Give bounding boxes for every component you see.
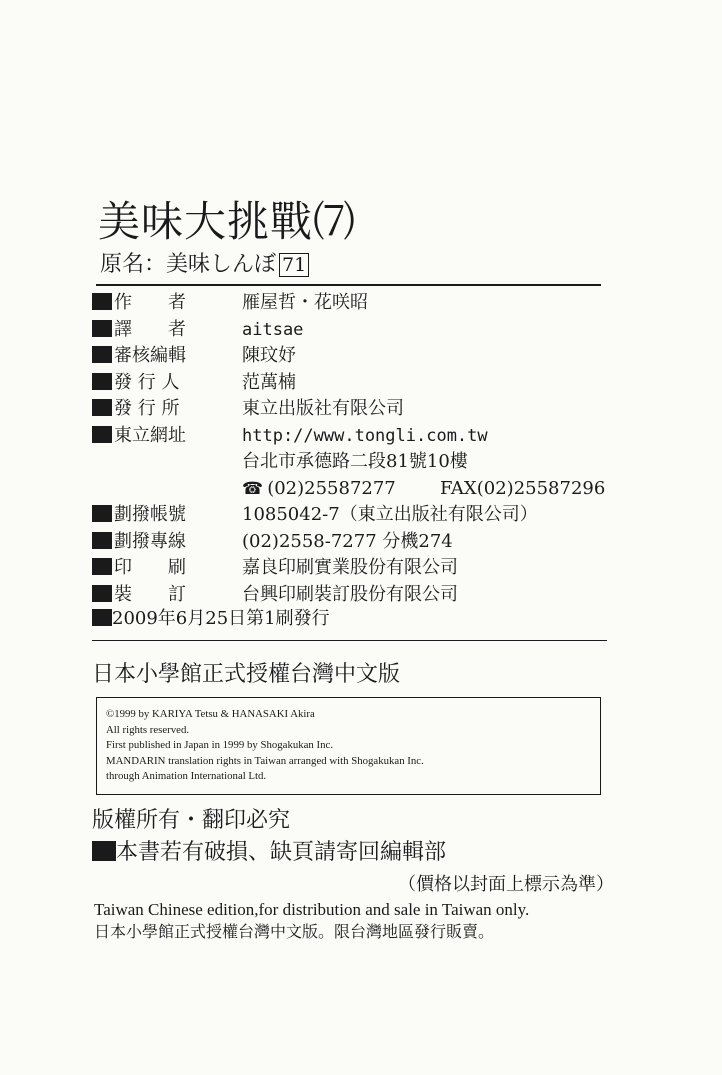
top-divider xyxy=(96,284,601,286)
square-bullet-icon xyxy=(92,585,112,602)
damage-notice-text: 本書若有破損、缺頁請寄回編輯部 xyxy=(116,840,447,865)
first-print-date xyxy=(92,606,330,632)
telephone-icon: ☎ xyxy=(242,478,264,499)
fax-number: FAX(02)25587296 xyxy=(440,477,606,499)
copyright-line: MANDARIN translation rights in Taiwan arranged with Shogakukan Inc. xyxy=(106,754,424,767)
square-bullet-icon xyxy=(92,373,112,390)
credit-row-account xyxy=(92,502,612,529)
credit-row-binding xyxy=(92,582,612,609)
credit-label: 發 行 所 xyxy=(114,398,180,419)
credit-value: 陳玟妤 xyxy=(242,345,296,366)
phone-number: (02)25587277 xyxy=(267,477,396,499)
credit-row-hotline xyxy=(92,529,612,556)
phone-row xyxy=(92,476,612,503)
square-bullet-icon xyxy=(92,399,112,416)
original-title-label: 原名：美味しんぼ xyxy=(100,252,277,277)
credit-label: 劃撥帳號 xyxy=(114,504,186,525)
square-bullet-icon xyxy=(92,426,112,443)
credit-value: 1085042-7（東立出版社有限公司） xyxy=(242,504,538,525)
square-bullet-icon xyxy=(92,609,112,626)
square-bullet-icon xyxy=(92,532,112,549)
credit-label: 譯 者 xyxy=(114,318,186,340)
credit-row-publisher-person xyxy=(92,370,612,397)
middle-divider xyxy=(92,640,607,641)
credit-value: 東立出版社有限公司 xyxy=(242,398,404,419)
original-title-volume: 71 xyxy=(279,253,309,277)
rights-reserved: 版權所有・翻印必究 xyxy=(92,808,291,833)
first-print-text: 2009年6月25日第1刷發行 xyxy=(112,608,330,629)
distribution-notice-en: Taiwan Chinese edition,for distribution and sale in Taiwan only. xyxy=(94,900,530,919)
credit-row-translator xyxy=(92,317,612,344)
book-title: 美味大挑戰⑺ xyxy=(98,197,357,246)
credit-label: 劃撥專線 xyxy=(114,530,186,552)
credit-label: 印 刷 xyxy=(114,557,186,578)
credit-label: 裝 訂 xyxy=(114,583,186,605)
license-statement-cn: 日本小學館正式授權台灣中文版 xyxy=(92,662,401,687)
square-bullet-icon xyxy=(92,293,112,310)
copyright-line: All rights reserved. xyxy=(106,723,190,736)
distribution-notice-cn: 日本小學館正式授權台灣中文版。限台灣地區發行販賣。 xyxy=(94,922,495,941)
square-bullet-icon xyxy=(92,320,112,337)
square-bullet-icon xyxy=(92,841,116,861)
credit-row-website xyxy=(92,423,612,450)
address-row xyxy=(92,449,612,476)
price-note: （價格以封面上標示為準） xyxy=(398,874,614,895)
credits-list xyxy=(92,290,612,608)
credit-row-printing xyxy=(92,555,612,582)
original-title xyxy=(100,250,309,280)
copyright-box xyxy=(96,697,601,795)
square-bullet-icon xyxy=(92,505,112,522)
credit-value: 雁屋哲・花咲昭 xyxy=(242,292,368,313)
website-url: http://www.tongli.com.tw xyxy=(242,425,488,446)
copyright-line: ©1999 by KARIYA Tetsu & HANASAKI Akira xyxy=(106,708,315,720)
credit-value: aitsae xyxy=(242,319,304,340)
credit-value: 嘉良印刷實業股份有限公司 xyxy=(242,557,458,578)
copyright-line: through Animation International Ltd. xyxy=(106,770,267,783)
credit-label: 審核編輯 xyxy=(114,345,186,366)
square-bullet-icon xyxy=(92,558,112,575)
credit-row-publisher xyxy=(92,396,612,423)
address: 台北市承德路二段81號10樓 xyxy=(242,451,468,472)
credit-row-editor xyxy=(92,343,612,370)
credit-value: 台興印刷裝訂股份有限公司 xyxy=(242,583,458,605)
copyright-line: First published in Japan in 1999 by Shogakukan Inc. xyxy=(106,739,334,752)
credit-value: 范萬楠 xyxy=(242,371,296,393)
credit-label: 東立網址 xyxy=(114,424,186,446)
credit-value: (02)2558-7277 分機274 xyxy=(242,530,453,552)
credit-label: 發 行 人 xyxy=(114,371,180,393)
credit-row-author xyxy=(92,290,612,317)
damage-notice xyxy=(92,838,446,868)
credit-label: 作 者 xyxy=(114,292,186,313)
square-bullet-icon xyxy=(92,346,112,363)
